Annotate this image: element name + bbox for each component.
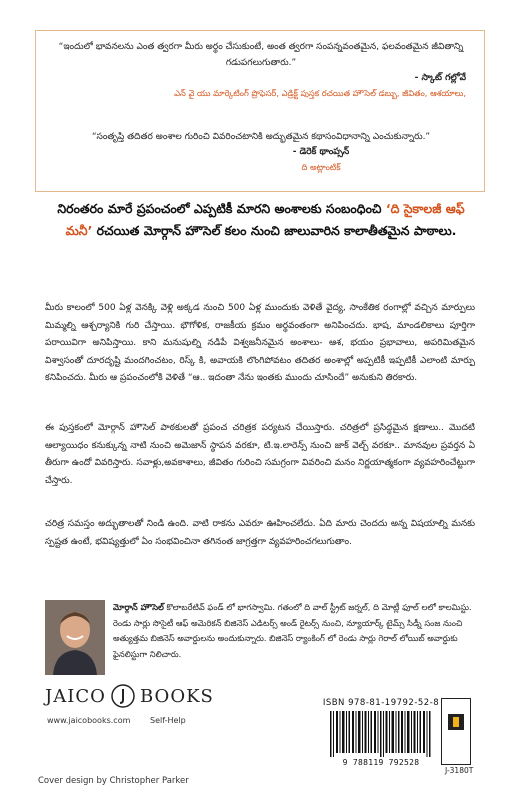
book-category: Self-Help: [150, 716, 186, 725]
barcode-number: 9 788119 792528: [342, 758, 420, 767]
intro-line-a: నిరంతరం మారే ప్రపంచంలో ఎప్పటికీ మారని అంశాలకు సంబంధించి: [57, 201, 382, 216]
publisher-mark-icon: [447, 713, 465, 731]
barcode: [322, 698, 440, 768]
product-code: J-3180T: [445, 766, 474, 775]
book-title-highlight: ‘ది సైకాలజీ ఆఫ్ మనీ’: [65, 201, 465, 238]
publisher-logo-icon: [110, 683, 136, 709]
author-bio-text: కొలాబరేటివ్ ఫండ్ లో భాగస్వామి. గతంలో ది వాల్ స్ట్రీట్ జర్నల్, ది మోట్లీ ఫూల్ లలో కాలమిస్టు. రెండు సార్లు సొసైటీ ఆఫ్ అమెరికన్ బిజినెస్ ఎడిటర్స్ అండ్ రైటర్స్ నుంచి, న్యూయార్క్ టైమ్స్ సిడ్నీ సంజ నుంచి అత్యుత్తమ బిజినెస్ అవార్డులను అందుకున్నారు. బిజినెస్ ర్యాంకింగ్ లో రెండు సార్లు గెరాల్ లోయిబ్ అవార్డుకు ఫైనలిస్టుగా నిలిచారు.: [113, 602, 472, 659]
quote-2: [56, 129, 466, 175]
publisher-name-left: JAICO: [45, 686, 106, 707]
quote-1: [56, 39, 466, 101]
cover-credit: Cover design by Christopher Parker: [38, 776, 189, 786]
quote-2-author: - డెరెక్ థాంప్సన్: [292, 147, 350, 157]
author-bio: [113, 600, 478, 662]
quotes-box: [35, 30, 485, 192]
publisher-mark-box: [441, 698, 471, 765]
isbn-label: ISBN 978-81-19792-52-8: [322, 698, 440, 708]
body-paragraph-2: ఈ పుస్తకంలో మోర్గాన్ హౌసెల్ పాఠకులతో ప్రపంచ చరిత్రక పర్యటన చేయిస్తారు. చరిత్రలో ప్రసిద్ధమైన క్షణాలు.. మొదటి ఆల్యాయిధం కనుక్కున్న నాటి నుంచి అమెజాన్ స్థాపన వరకూ, టి.ఇ.లారెన్స్ నుంచి జాక్ వెల్చ్ వరకూ.. మానవుల ప్రవర్తన ఏ తీరుగా ఉందో వివరిస్తారు. సవాళ్లు,అవకాశాలు, జీవితం గురించి సమగ్రంగా వివరించి మనం నిర్ణయాత్మకంగా వ్యవహరించేట్టుగా చేస్తారు.: [45, 423, 475, 486]
quote-1-author: - స్కాట్ గల్లోవే: [414, 73, 466, 83]
intro-headline: [46, 198, 476, 242]
quote-1-role: ఎన్ వై యు మార్కెటింగ్ ప్రొఫెసర్, ఎడ్రిక్ట్ పుస్తక రచయిత హౌసెల్ డబ్బు, జీవితం, ఆశయాలు,: [174, 88, 466, 98]
quote-2-role: ది అట్లాంటిక్: [301, 162, 341, 172]
author-photo: [45, 600, 105, 675]
intro-line-b: రచయిత మోర్గాన్ హౌసెల్ కలం నుంచి జాలువారిన కాలాతీతమైన పాఠాలు.: [96, 223, 457, 238]
body-paragraph-1: మీరు కాలంలో 500 ఏళ్ల వెనక్కి వెళ్లి అక్కడ నుంచి 500 ఏళ్ల ముందుకు వెళితే వైద్య, సాంకేతిక రంగాల్లో వచ్చిన మార్పులు మిమ్మల్ని ఆశ్చర్యానికి గురి చేస్తాయి. భౌగోళిక, రాజకీయ క్రమం అర్థవంతంగా అనిపించదు. భాష, మాండలికాలు పూర్తిగా పరాయివిగా అనిపిస్తాయి. కాని మనుషుల్ని నడిపే విశ్వజనీనమైన అంశాలు- ఆశ, భయం ప్రభావాలు, అపరిమితమైన విశ్వాసంతో దూరదృష్టి మందగించటం, రిస్క్ కి, అవాయకి లొంగిపోవటం తదితర అంశాల్లో అప్పటికీ ఇప్పటికీ ఎలాంటి మార్పు కనిపించదు. మీరు ఆ ప్రపంచంలోకి వెళితే “ఆ.. ఇదంతా నేను ఇంతకు ముందు చూసిందే” అనుకుని తిరకారు.: [45, 303, 475, 383]
barcode-bars: [330, 711, 432, 757]
publisher-name-right: BOOKS: [140, 686, 214, 707]
quote-2-text: “సంతృప్తి తదితర అంశాల గురించి వివరించటానికి అద్భుతమైన కథాసంవిధానాన్ని ఎంచుకున్నారు.”: [91, 132, 431, 142]
body-paragraph-3: చరిత్ర సమస్తం అద్భుతాలతో నిండి ఉంది. వాటి రాకను ఎవరూ ఊహించలేదు. ఏది మారు చెందదు అన్న విషయాల్ని మనకు స్పష్టత ఉంటే, భవిష్యత్తులో ఏం సంభవించినా తగినంత జాగ్రత్తగా వ్యవహరించగలుగుతాం.: [45, 519, 475, 547]
quote-1-text: “ఇందులో భావనలను ఎంత త్వరగా మీరు అర్థం చేసుకుంటే, అంత త్వరగా సంపన్నవంతమైన, ఫలవంతమైన జీవితాన్ని గడుపగలుగుతారు.”: [58, 42, 464, 68]
author-name: మోర్గాన్ హౌసెల్: [113, 602, 164, 612]
publisher-website: www.jaicobooks.com: [47, 716, 131, 725]
